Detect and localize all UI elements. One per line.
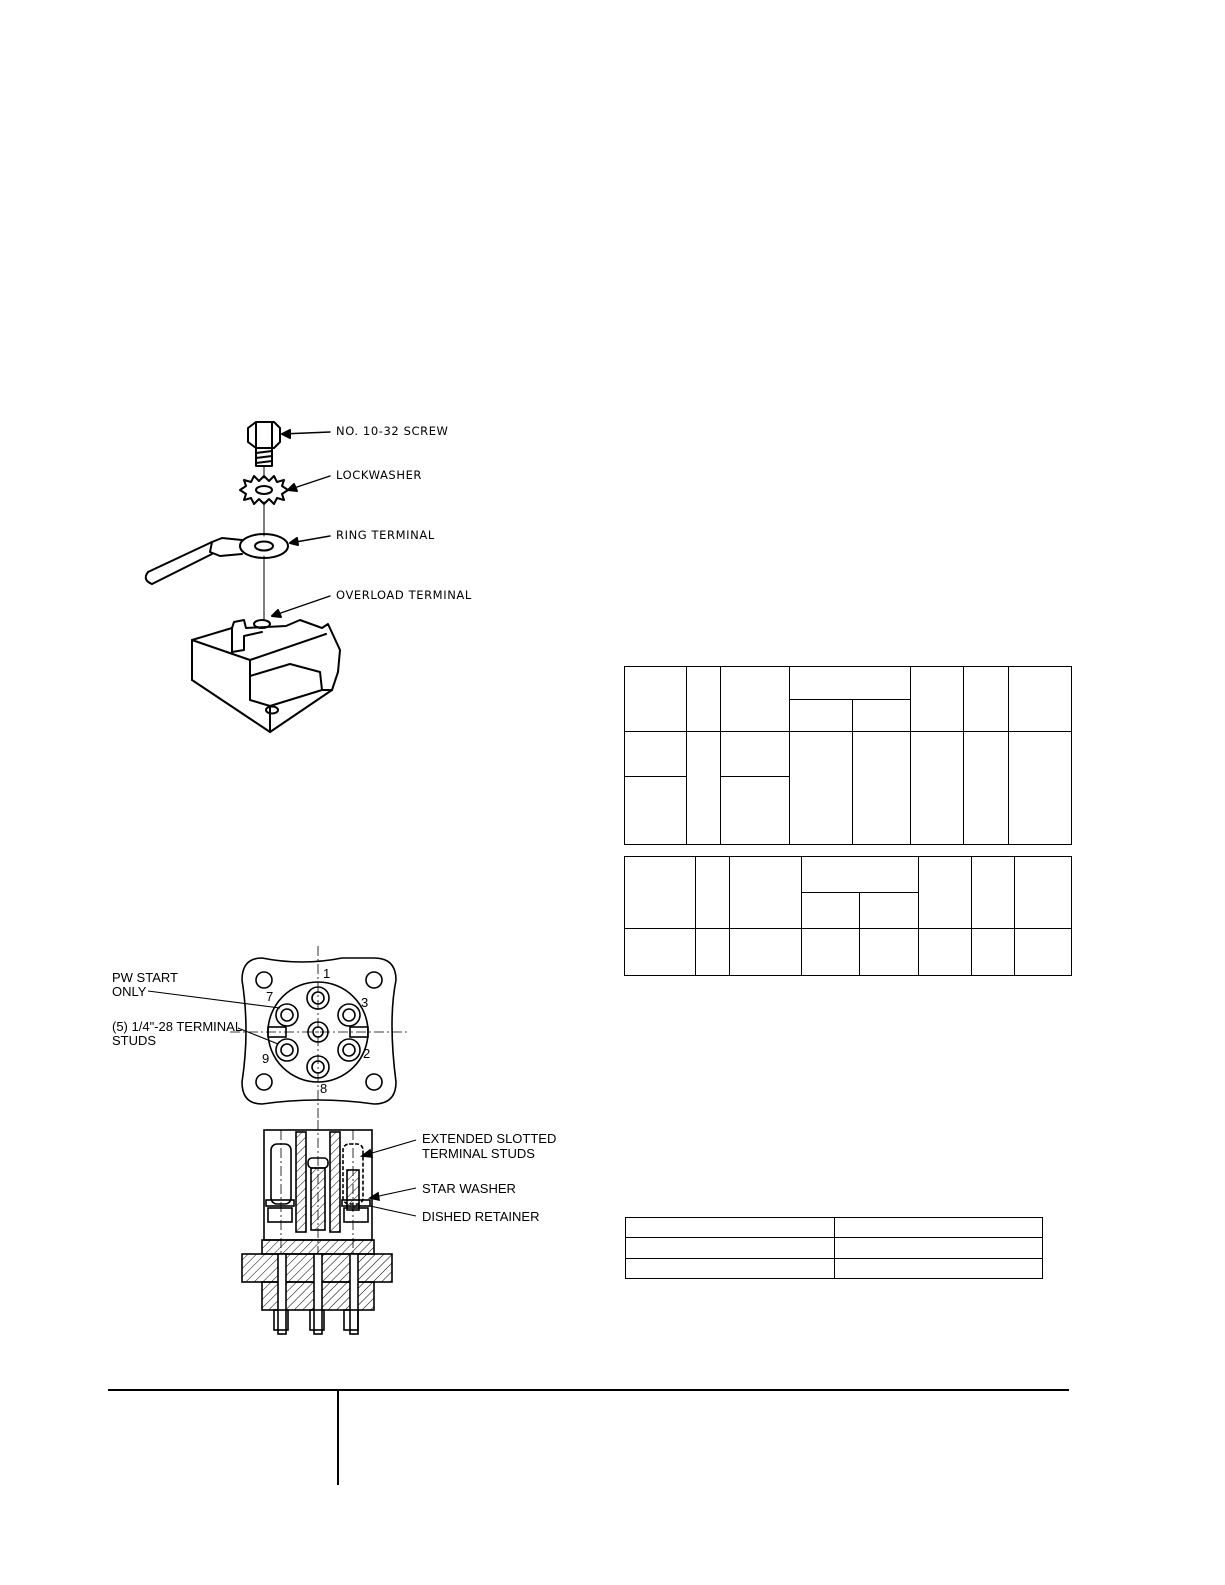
footer-rule [108, 1389, 1069, 1391]
terminal-number-9: 9 [262, 1051, 270, 1066]
pw-start-callout-line1: PW START [112, 970, 178, 985]
overload-terminal-callout: OVERLOAD TERMINAL [336, 588, 472, 602]
extended-studs-callout-line1: EXTENDED SLOTTED [422, 1131, 557, 1146]
dished-retainer-callout: DISHED RETAINER [422, 1209, 540, 1224]
extended-studs-callout-line2: TERMINAL STUDS [422, 1146, 535, 1161]
specification-table-1 [624, 666, 1072, 845]
ring-terminal-callout: RING TERMINAL [336, 528, 435, 542]
footer-divider [337, 1389, 339, 1485]
star-washer-callout: STAR WASHER [422, 1181, 516, 1196]
pw-start-callout-line2: ONLY [112, 984, 147, 999]
terminal-number-3: 3 [361, 995, 369, 1010]
lockwasher-callout: LOCKWASHER [336, 468, 423, 482]
specification-table-2 [624, 856, 1072, 976]
terminal-number-7: 7 [266, 989, 274, 1004]
terminal-number-2: 2 [363, 1046, 371, 1061]
terminal-number-8: 8 [320, 1081, 328, 1096]
terminal-studs-callout-line2: STUDS [112, 1033, 157, 1048]
terminal-studs-callout-line1: (5) 1/4"-28 TERMINAL [112, 1019, 243, 1034]
specification-table-3 [625, 1217, 1043, 1279]
terminal-number-1: 1 [323, 966, 331, 981]
screw-callout: NO. 10-32 SCREW [336, 424, 449, 438]
